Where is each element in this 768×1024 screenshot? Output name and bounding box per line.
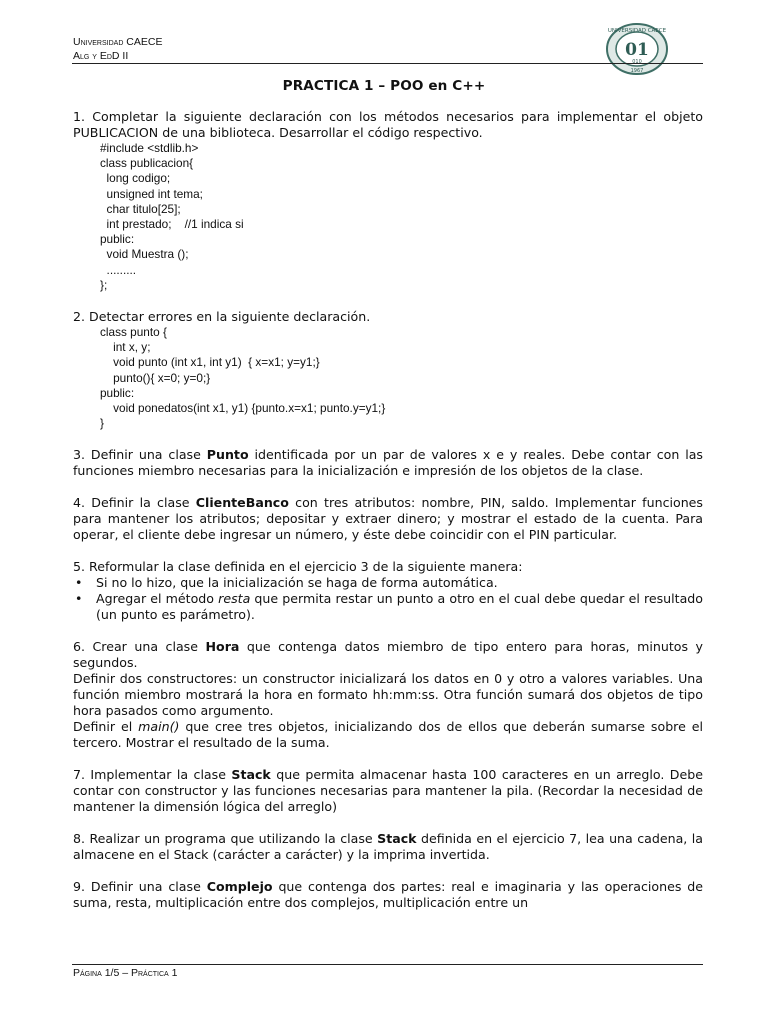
text-run: Si no lo hizo, que la inicialización se haga de forma automática. xyxy=(96,575,498,591)
header-university: Universidad CAECE xyxy=(73,36,163,48)
code-line: #include <stdlib.h> xyxy=(100,141,199,155)
text-run: con tres atributos: nombre, PIN, saldo. Implementar funciones para mantener los atributos; depositar y extraer dinero; y mostrar el estado de la cuenta. Para operar, el cliente debe ingresar un número, y éste debe coincidir con el PIN particular. xyxy=(73,495,703,543)
code-line: class punto { xyxy=(100,325,167,340)
text-run: 3. Definir una clase xyxy=(73,447,207,463)
exercise-9-text xyxy=(73,879,703,911)
class-name-clientebanco: ClienteBanco xyxy=(195,495,289,511)
text-run: Agregar el método xyxy=(96,591,219,607)
text-run: que contenga dos partes: real e imaginaria y las operaciones de suma, resta, multiplicación entre dos complejos, multiplicación entre un xyxy=(73,879,703,911)
exercise-7-text xyxy=(73,767,703,815)
seal-year: 1967 xyxy=(630,68,644,74)
text-run: 4. Definir la clase xyxy=(73,495,196,511)
text-run: que contenga datos miembro de tipo entero para horas, minutos y segundos. xyxy=(73,639,703,671)
exercise-3-text xyxy=(73,447,703,479)
text-run: que permita almacenar hasta 100 caracteres en un arreglo. Debe contar con constructor y las funciones necesarias para mantener la pila. (Recordar la necesidad de mantener la dimensión lógica del arreglo) xyxy=(73,767,703,815)
exercise-6-text xyxy=(73,639,703,671)
page-title: PRACTICA 1 – POO en C++ xyxy=(282,78,486,94)
text-run: que permita restar un punto a otro en el cual debe quedar el resultado (un punto es parámetro). xyxy=(96,591,703,623)
text-run: Definir el xyxy=(73,719,139,735)
text-run: que cree tres objetos, inicializando dos de ellos que deberán sumarse sobre el tercero. Mostrar el resultado de la suma. xyxy=(73,719,703,751)
university-seal-logo xyxy=(605,22,669,76)
class-name-punto: Punto xyxy=(206,447,249,463)
text-run: 9. Definir una clase xyxy=(73,879,207,895)
seal-ring-text: UNIVERSIDAD CAECE xyxy=(607,28,667,34)
header-institution xyxy=(73,35,162,63)
exercise-2-text: 2. Detectar errores en la siguiente declaración. xyxy=(73,309,371,325)
exercise-1-text: 1. Completar la siguiente declaración con los métodos necesarios para implementar el objeto PUBLICACION de una biblioteca. Desarrollar el código respectivo. xyxy=(73,109,703,140)
header-divider xyxy=(72,63,703,64)
text-run: definida en el ejercicio 7, lea una cadena, la almacene en el Stack (carácter a carácter) y la imprima invertida. xyxy=(73,831,703,863)
footer-page-label: Página 1/5 – Práctica 1 xyxy=(73,967,178,979)
list-item xyxy=(73,575,703,591)
code-line: int x, y; xyxy=(100,340,151,355)
code-line: char titulo[25]; xyxy=(100,201,181,216)
bullet-glyph: • xyxy=(75,591,83,607)
code-line: unsigned int tema; xyxy=(100,186,203,201)
code-line: }; xyxy=(100,277,108,292)
footer-divider xyxy=(72,964,703,965)
header-course: Alg y EdD II xyxy=(73,50,129,62)
text-run: 7. Implementar la clase xyxy=(73,767,232,783)
seal-center: 01 xyxy=(625,40,649,60)
exercise-4-text xyxy=(73,495,703,543)
exercise-6-constructors: Definir dos constructores: un constructor inicializará los datos en 0 y otro a valores variables. Una función miembro mostrará la hora en formato hh:mm:ss. Otra función sumará dos objetos de tipo hora pasados como argumento. xyxy=(73,671,703,719)
class-name-stack: Stack xyxy=(377,831,417,847)
document-body xyxy=(73,109,703,911)
code-line: class publicacion{ xyxy=(100,156,194,171)
exercise-2-code xyxy=(73,325,703,431)
code-line: ......... xyxy=(100,262,137,277)
bullet-glyph: • xyxy=(75,575,83,591)
code-line: int prestado; //1 indica si xyxy=(100,217,244,232)
code-line: punto(){ x=0; y=0;} xyxy=(100,370,211,385)
class-name-complejo: Complejo xyxy=(206,879,273,895)
code-line: public: xyxy=(100,385,135,400)
method-name-resta: resta xyxy=(218,591,251,607)
seal-center-small: 010 xyxy=(632,59,642,65)
text-run: 8. Realizar un programa que utilizando la clase xyxy=(73,831,378,847)
function-name-main: main() xyxy=(138,719,180,735)
exercise-6-main xyxy=(73,719,703,751)
class-name-hora: Hora xyxy=(205,639,240,655)
code-line: void punto (int x1, int y1) { x=x1; y=y1;} xyxy=(100,355,320,370)
exercise-8-text xyxy=(73,831,703,863)
code-line: long codigo; xyxy=(100,171,171,186)
code-line: } xyxy=(100,416,104,431)
exercise-5-text: 5. Reformular la clase definida en el ejercicio 3 de la siguiente manera: xyxy=(73,559,523,575)
class-name-stack: Stack xyxy=(231,767,271,783)
text-run: 6. Crear una clase xyxy=(73,639,206,655)
code-line: void Muestra (); xyxy=(100,247,189,262)
exercise-5-list xyxy=(73,575,703,623)
text-run: identificada por un par de valores x e y reales. Debe contar con las funciones miembro necesarias para la inicialización e impresión de los objetos de la clase. xyxy=(73,447,703,479)
list-item xyxy=(73,591,703,623)
code-line: public: xyxy=(100,232,135,247)
exercise-1-code xyxy=(73,141,703,293)
code-line: void ponedatos(int x1, y1) {punto.x=x1; punto.y=y1;} xyxy=(100,401,386,416)
